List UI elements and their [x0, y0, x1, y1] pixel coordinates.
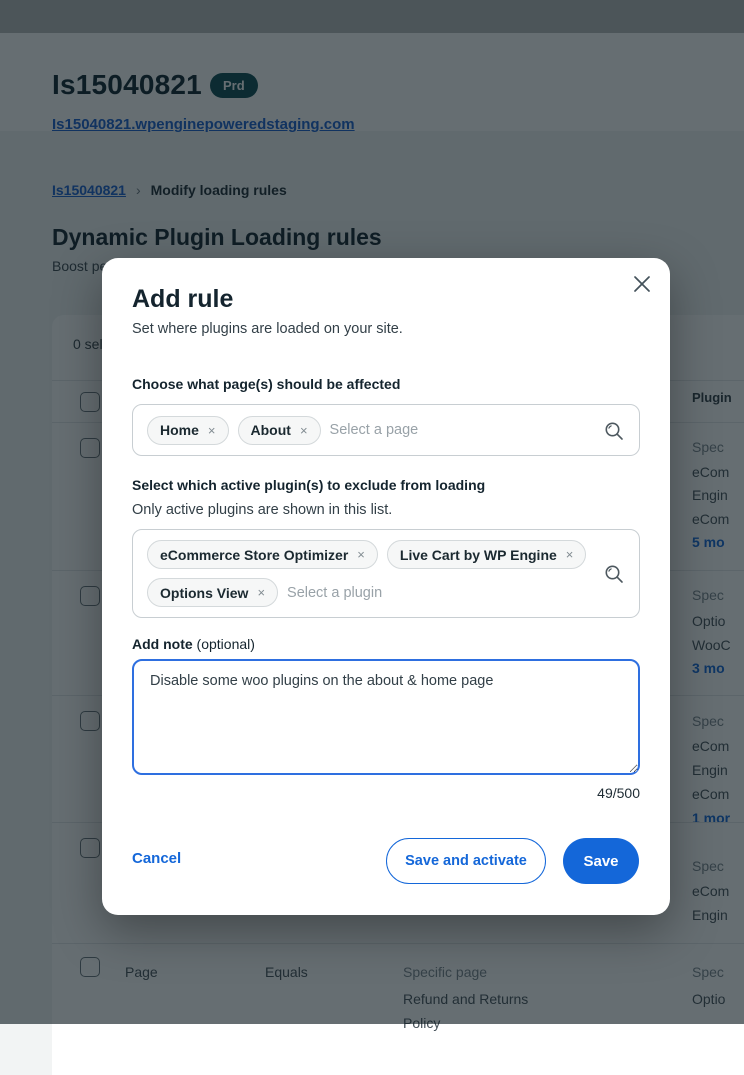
page-chip[interactable]: [147, 416, 229, 445]
cancel-button[interactable]: Cancel: [132, 850, 182, 867]
note-field-label: [132, 636, 255, 652]
pages-field-label: Choose what page(s) should be affected: [132, 376, 401, 392]
save-button[interactable]: Save: [563, 838, 639, 884]
search-icon: [603, 563, 625, 585]
remove-chip-icon[interactable]: ×: [207, 422, 216, 438]
chip-label: eCommerce Store Optimizer: [160, 546, 349, 563]
chip-label: About: [250, 422, 291, 438]
close-button[interactable]: [630, 272, 654, 296]
plugin-input-placeholder: Select a plugin: [287, 584, 383, 601]
note-label-bold: Add note: [132, 636, 193, 652]
note-label-optional: (optional): [192, 636, 255, 652]
add-rule-modal: [102, 258, 670, 915]
chip-label: Home: [160, 422, 199, 438]
plugins-field-label: Select which active plugin(s) to exclude from loading: [132, 477, 486, 493]
close-icon: [630, 272, 654, 296]
page-input-placeholder: Select a page: [329, 422, 419, 438]
search-icon: [603, 420, 625, 442]
plugins-field-hint: Only active plugins are shown in this list.: [132, 502, 393, 518]
modal-subtitle: Set where plugins are loaded on your site.: [132, 321, 403, 337]
remove-chip-icon[interactable]: ×: [257, 585, 266, 600]
plugin-chip[interactable]: [387, 540, 586, 569]
character-counter: 49/500: [597, 785, 640, 801]
save-and-activate-button[interactable]: Save and activate: [386, 838, 546, 884]
page-select-input[interactable]: [132, 404, 640, 456]
modal-footer: [102, 838, 670, 884]
page-chip[interactable]: [238, 416, 321, 445]
remove-chip-icon[interactable]: ×: [357, 547, 365, 562]
remove-chip-icon[interactable]: ×: [565, 547, 574, 562]
chip-label: Live Cart by WP Engine: [399, 546, 557, 563]
remove-chip-icon[interactable]: ×: [299, 422, 308, 438]
plugin-chip[interactable]: [147, 578, 278, 607]
note-textarea[interactable]: [132, 659, 640, 775]
plugin-select-input[interactable]: [132, 529, 640, 618]
chip-label: Options View: [160, 584, 249, 601]
plugin-chip[interactable]: [147, 540, 378, 569]
modal-title: Add rule: [132, 285, 234, 313]
